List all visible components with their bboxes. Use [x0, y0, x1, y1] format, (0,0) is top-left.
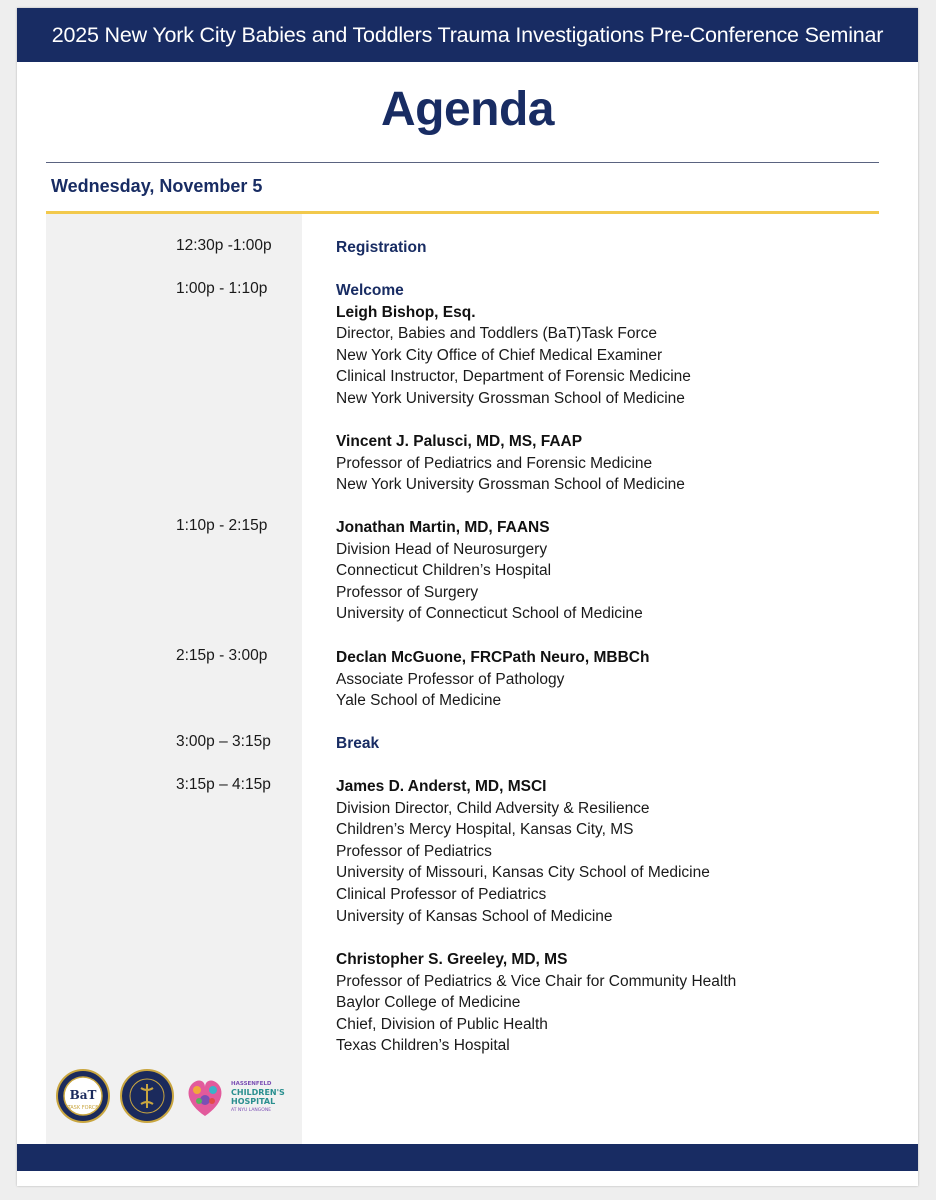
- medical-examiner-seal-logo: [119, 1068, 175, 1124]
- speaker-block: [336, 647, 649, 712]
- bat-logo-text: BaT: [69, 1088, 97, 1102]
- session-label: Registration: [336, 239, 427, 256]
- session-registration: [336, 237, 426, 259]
- speaker-block: [336, 517, 643, 625]
- session-label: Welcome: [336, 282, 404, 299]
- session-time: 12:30p -1:00p: [176, 237, 272, 254]
- session-welcome: [336, 280, 691, 410]
- page-title: Agenda: [380, 83, 554, 136]
- session-time: 3:15p – 4:15p: [176, 776, 271, 793]
- speaker-title: Clinical Professor of Pediatrics: [336, 885, 547, 903]
- speaker-title: University of Missouri, Kansas City School of Medicine: [336, 864, 710, 882]
- speaker-name: Christopher S. Greeley, MD, MS: [336, 951, 568, 968]
- speaker-title: Chief, Division of Public Health: [336, 1015, 548, 1033]
- divider: [46, 162, 879, 163]
- session-label: Break: [336, 735, 380, 752]
- header-banner: [17, 8, 918, 62]
- bat-logo-subtext: TASK FORCE: [67, 1105, 99, 1111]
- speaker-title: Texas Children’s Hospital: [336, 1037, 510, 1055]
- speaker-block: [336, 776, 710, 927]
- speaker-block: [336, 949, 736, 1057]
- speaker-title: Children’s Mercy Hospital, Kansas City, MS: [336, 821, 634, 839]
- seminar-title: 2025 New York City Babies and Toddlers Trauma Investigations Pre-Conference Seminar: [51, 22, 884, 47]
- speaker-title: Professor of Pediatrics & Vice Chair for Community Health: [336, 972, 737, 990]
- speaker-title: Professor of Surgery: [336, 583, 479, 601]
- session-time: 1:00p - 1:10p: [176, 280, 268, 297]
- speaker-title: University of Kansas School of Medicine: [336, 907, 613, 925]
- speaker-title: New York University Grossman School of Medicine: [336, 476, 685, 494]
- speaker-title: Connecticut Children’s Hospital: [336, 562, 552, 580]
- speaker-title: Director, Babies and Toddlers (BaT)Task Force: [336, 325, 658, 343]
- speaker-title: Professor of Pediatrics and Forensic Medicine: [336, 454, 653, 472]
- speaker-title: Clinical Instructor, Department of Forensic Medicine: [336, 368, 691, 386]
- speaker-name: Vincent J. Palusci, MD, MS, FAAP: [336, 433, 583, 450]
- speaker-title: Professor of Pediatrics: [336, 842, 492, 860]
- speaker-title: Associate Professor of Pathology: [336, 670, 565, 688]
- session-time: 1:10p - 2:15p: [176, 517, 268, 534]
- hassenfeld-childrens-hospital-logo: [183, 1068, 295, 1124]
- speaker-title: Division Director, Child Adversity & Resilience: [336, 799, 650, 817]
- agenda-page: [17, 8, 918, 1186]
- session-time: 2:15p - 3:00p: [176, 647, 268, 664]
- footer-banner: [17, 1144, 918, 1171]
- bat-task-force-logo: [55, 1068, 111, 1124]
- nyu-langone-text: AT NYU LANGONE: [231, 1108, 272, 1113]
- speaker-name: James D. Anderst, MD, MSCI: [336, 778, 547, 795]
- hospital-text: HOSPITAL: [231, 1097, 276, 1106]
- time-column-panel: [46, 214, 302, 1144]
- session-break: [336, 733, 379, 755]
- sponsor-logos: [55, 1068, 295, 1128]
- speaker-title: New York University Grossman School of Medicine: [336, 389, 685, 407]
- speaker-name: Leigh Bishop, Esq.: [336, 303, 476, 321]
- session-time: 3:00p – 3:15p: [176, 733, 271, 750]
- day-heading: Wednesday, November 5: [51, 176, 263, 196]
- speaker-title: Division Head of Neurosurgery: [336, 540, 548, 558]
- speaker-block: [336, 431, 685, 496]
- speaker-title: Yale School of Medicine: [336, 692, 502, 710]
- speaker-name: Declan McGuone, FRCPath Neuro, MBBCh: [336, 649, 650, 666]
- hassenfeld-text: HASSENFELD: [231, 1081, 272, 1087]
- speaker-title: New York City Office of Chief Medical Examiner: [336, 346, 663, 364]
- speaker-name: Jonathan Martin, MD, FAANS: [336, 519, 550, 536]
- childrens-text: CHILDREN'S: [231, 1088, 285, 1097]
- speaker-title: Baylor College of Medicine: [336, 994, 521, 1012]
- speaker-title: University of Connecticut School of Medicine: [336, 605, 643, 623]
